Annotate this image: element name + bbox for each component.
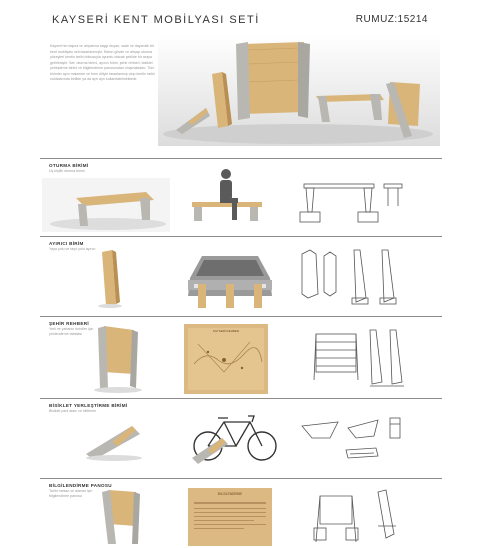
intro-paragraph: Kayseri'nin taşına ve ahşabına saygı duyan, sade ve dayanıklı bir kent mobilyası seti tasarlanmıştır. Beton gövde ve ahşap oturma yüzeyleri kentin tarihi dokusuyla uyumlu olacak şekilde bir araya getirilmiştir. Set; oturma birimi, ayırıcı birim, şehir rehberi, bisiklet yerleştirme birimi ve bilgilendirme panosundan oluşmaktadır. Tüm birimler aynı malzeme ve form diliyle tasarlanmış olup kentin farklı noktalarında birlikte ya da ayrı ayrı kullanılabilmektedir. — [50, 44, 155, 81]
city-guide-map-illustration — [184, 324, 268, 394]
section-info-board — [40, 478, 442, 548]
bench-drawing-lines — [298, 176, 408, 228]
info-board-panel — [188, 488, 272, 546]
car-separator-illustration — [180, 244, 280, 310]
section-seating — [40, 158, 442, 236]
section-title: OTURMA BİRİMİ — [49, 163, 89, 168]
info-board-drawing-lines — [312, 486, 412, 544]
info-board-render — [96, 486, 146, 546]
city-guide-map-heading: KAYSERİ REHBER — [212, 329, 240, 333]
bench-render — [42, 178, 170, 232]
bench-technical-drawing — [298, 176, 408, 228]
bike-stand-drawing-lines — [298, 410, 410, 470]
hero-render — [158, 34, 440, 146]
section-divider — [40, 398, 442, 399]
city-guide-drawing-lines — [312, 326, 422, 392]
section-divider — [40, 478, 442, 479]
bench-person-elevation — [184, 168, 270, 228]
section-subtitle: Yerli ve yabancı turistler için yönlendirme tabelası — [49, 327, 94, 336]
section-divider — [40, 236, 442, 237]
bicycle-icon — [188, 406, 282, 468]
separator-drawing-lines — [296, 246, 416, 310]
bench-render-illustration — [42, 178, 170, 232]
section-subtitle: Yaya yolu ve taşıt yolu ayırıcı — [49, 247, 96, 251]
section-bike-stand — [40, 398, 442, 478]
section-divider — [40, 158, 442, 159]
city-guide-sign-illustration — [90, 322, 144, 394]
section-title: ŞEHİR REHBERİ — [49, 321, 89, 326]
bike-with-stand-render — [188, 406, 282, 468]
info-board-heading: BİLGİLENDİRME — [217, 492, 243, 496]
section-subtitle: Tarihi mekan ve alanlar için bilgilendirme panosu — [49, 489, 93, 498]
section-title: AYIRICI BİRİM — [49, 241, 84, 246]
info-board-illustration — [96, 486, 146, 546]
bike-stand-illustration — [82, 420, 152, 462]
separator-post-illustration — [94, 248, 124, 310]
section-title: BİSİKLET YERLEŞTİRME BİRİMİ — [49, 403, 128, 408]
section-city-guide — [40, 316, 442, 398]
page-title: KAYSERİ KENT MOBİLYASI SETİ — [52, 14, 260, 26]
city-guide-map-panel — [184, 324, 268, 394]
bench-person-illustration — [184, 168, 270, 228]
section-divider — [40, 316, 442, 317]
hero-render-illustration — [158, 34, 440, 146]
entry-code: RUMUZ:15214 — [355, 14, 428, 25]
city-guide-render — [90, 322, 144, 394]
section-title: BİLGİLENDİRME PANOSU — [49, 483, 112, 488]
section-subtitle: Üç kişilik oturma birimi — [49, 169, 85, 173]
city-guide-technical-drawing — [312, 326, 422, 392]
bike-stand-technical-drawing — [298, 410, 410, 470]
section-separator — [40, 236, 442, 316]
info-board-panel-illustration — [188, 488, 272, 546]
separator-technical-drawing — [296, 246, 416, 310]
info-board-technical-drawing — [312, 486, 412, 544]
separator-render — [94, 248, 124, 310]
bike-stand-render — [82, 420, 152, 462]
separator-with-car-render — [180, 244, 280, 310]
section-subtitle: Bisiklet park alanı ve kilitleme — [49, 409, 96, 413]
